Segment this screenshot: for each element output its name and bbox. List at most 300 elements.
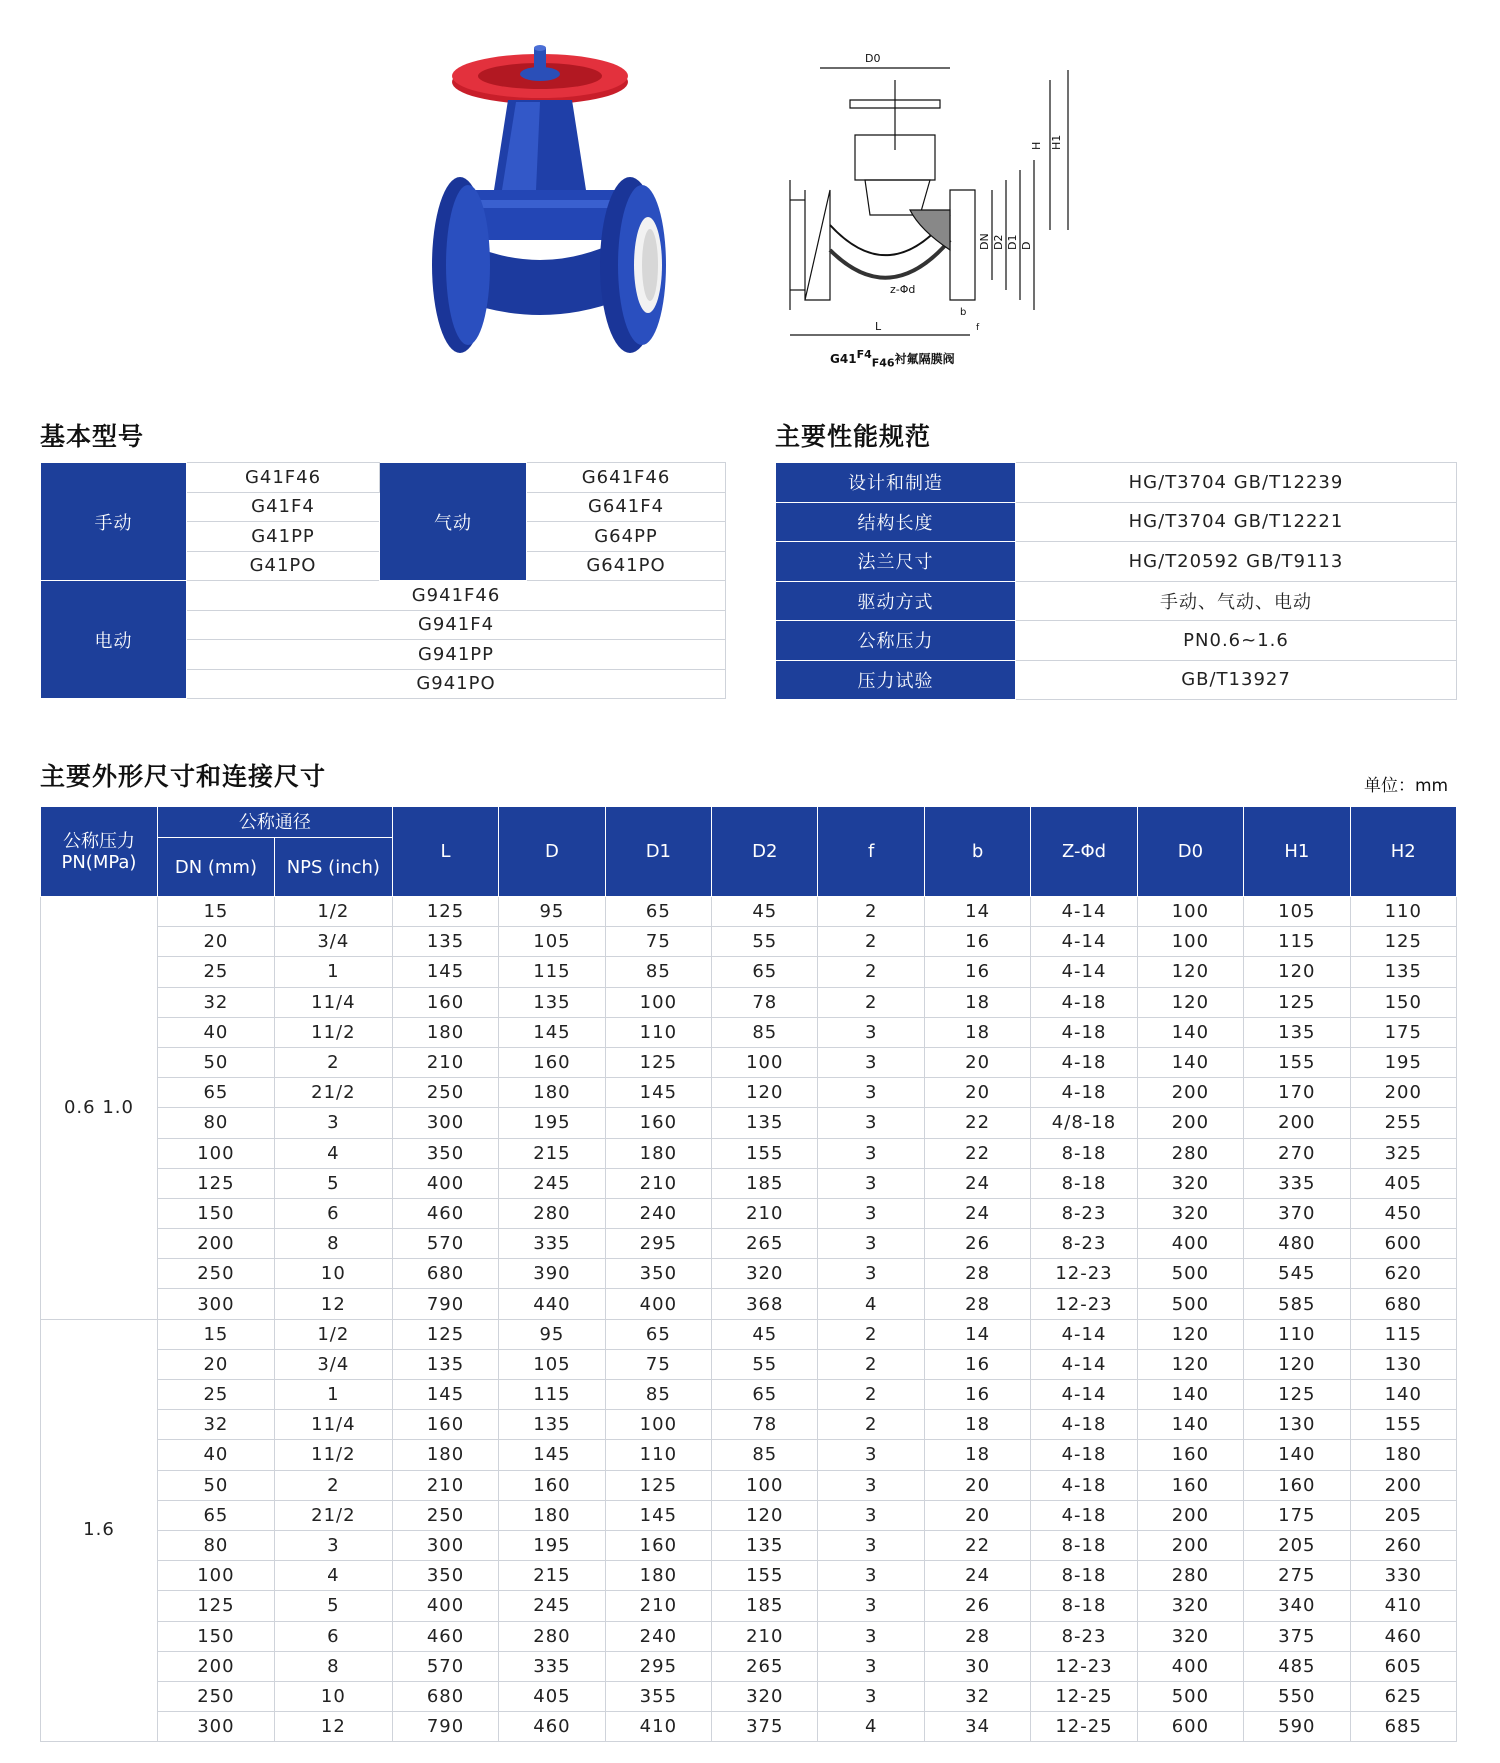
dim-cell: 160 [1244,1470,1350,1500]
dim-cell: 110 [1350,897,1456,927]
dim-cell: 28 [924,1289,1030,1319]
dim-cell: 680 [392,1259,498,1289]
label-d1: D1 [1006,234,1019,250]
dn-cell: 100 [157,1138,274,1168]
dim-cell: 3 [818,1108,924,1138]
header-nps: NPS (inch) [274,838,392,897]
dim-cell: 26 [924,1591,1030,1621]
nps-cell: 4 [274,1561,392,1591]
dimensions-table [40,806,1457,1742]
dn-cell: 100 [157,1561,274,1591]
dim-cell: 3 [818,1591,924,1621]
dim-cell: 195 [1350,1047,1456,1077]
dim-cell: 120 [1244,1349,1350,1379]
model-cell: G41PP [187,522,380,552]
dim-cell: 175 [1350,1017,1456,1047]
dim-cell: 335 [1244,1168,1350,1198]
dim-cell: 8-18 [1031,1138,1137,1168]
dim-cell: 320 [712,1259,818,1289]
dim-cell: 160 [499,1047,605,1077]
dim-cell: 195 [499,1108,605,1138]
table-row [41,1319,1457,1349]
nps-cell: 3/4 [274,927,392,957]
dim-cell: 24 [924,1168,1030,1198]
dim-cell: 200 [1350,1470,1456,1500]
header-col: f [818,807,924,897]
dim-cell: 180 [392,1440,498,1470]
dim-cell: 3 [818,1047,924,1077]
dim-cell: 460 [499,1712,605,1742]
dim-cell: 605 [1350,1651,1456,1681]
table-row [41,1289,1457,1319]
dim-cell: 8-18 [1031,1561,1137,1591]
dim-cell: 65 [712,1380,818,1410]
dim-cell: 8-18 [1031,1530,1137,1560]
dim-cell: 3 [818,1017,924,1047]
pn-cell: 0.6 1.0 [41,897,158,1320]
dim-cell: 590 [1244,1712,1350,1742]
dim-cell: 335 [499,1651,605,1681]
dim-cell: 295 [605,1229,711,1259]
table-row [41,1259,1457,1289]
dim-cell: 280 [499,1198,605,1228]
dim-cell: 200 [1350,1078,1456,1108]
dim-cell: 400 [605,1289,711,1319]
nps-cell: 11/2 [274,1017,392,1047]
dim-cell: 100 [1137,927,1243,957]
label-d0: D0 [865,52,881,65]
dim-cell: 3 [818,1078,924,1108]
dim-cell: 200 [1137,1500,1243,1530]
dim-cell: 3 [818,1168,924,1198]
dim-cell: 105 [499,1349,605,1379]
dim-cell: 16 [924,1349,1030,1379]
dim-cell: 180 [605,1561,711,1591]
dim-cell: 4-14 [1031,927,1137,957]
dim-cell: 18 [924,1440,1030,1470]
dim-cell: 400 [1137,1229,1243,1259]
dim-cell: 65 [605,897,711,927]
dim-cell: 200 [1137,1108,1243,1138]
manual-label: 手动 [41,463,187,581]
drawing-caption: $G41^{F4}_{F46}$衬氟隔膜阀 [830,348,955,370]
spec-row [776,502,1457,542]
table-row [41,1229,1457,1259]
dim-cell: 3 [818,1621,924,1651]
unit-label: 单位：mm [1364,776,1449,796]
dim-cell: 145 [605,1078,711,1108]
table-row [41,1198,1457,1228]
dim-cell: 240 [605,1198,711,1228]
dim-cell: 28 [924,1259,1030,1289]
dim-cell: 270 [1244,1138,1350,1168]
dim-cell: 3 [818,1259,924,1289]
dim-cell: 4-18 [1031,1470,1137,1500]
dim-cell: 120 [1137,1349,1243,1379]
dn-cell: 65 [157,1078,274,1108]
dim-cell: 125 [1350,927,1456,957]
label-d2: D2 [992,234,1005,250]
dim-cell: 110 [605,1440,711,1470]
dim-cell: 3 [818,1530,924,1560]
dim-cell: 100 [712,1047,818,1077]
table-row [41,1108,1457,1138]
dim-cell: 375 [1244,1621,1350,1651]
dim-cell: 140 [1137,1410,1243,1440]
dim-cell: 265 [712,1229,818,1259]
dim-cell: 250 [392,1500,498,1530]
dim-cell: 24 [924,1198,1030,1228]
dim-cell: 3 [818,1651,924,1681]
dim-cell: 330 [1350,1561,1456,1591]
dim-cell: 585 [1244,1289,1350,1319]
dim-cell: 115 [1350,1319,1456,1349]
dim-cell: 95 [499,1319,605,1349]
dim-cell: 30 [924,1651,1030,1681]
dim-cell: 4-18 [1031,1410,1137,1440]
table-row [41,927,1457,957]
dim-cell: 180 [392,1017,498,1047]
dim-cell: 130 [1244,1410,1350,1440]
dim-cell: 12-23 [1031,1259,1137,1289]
table-row [41,1410,1457,1440]
dim-cell: 295 [605,1651,711,1681]
dim-cell: 135 [499,1410,605,1440]
dim-cell: 400 [392,1168,498,1198]
label-f: f [976,323,980,333]
table-row [41,897,1457,927]
dim-cell: 135 [392,1349,498,1379]
dim-cell: 340 [1244,1591,1350,1621]
spec-label: 设计和制造 [776,463,1016,503]
spec-label: 驱动方式 [776,581,1016,621]
dim-cell: 155 [712,1138,818,1168]
dim-cell: 32 [924,1681,1030,1711]
dn-cell: 200 [157,1651,274,1681]
dim-cell: 460 [1350,1621,1456,1651]
dim-cell: 18 [924,1017,1030,1047]
dim-cell: 200 [1137,1530,1243,1560]
model-cell: G641F4 [527,492,726,522]
spec-row [776,581,1457,621]
dim-cell: 160 [1137,1470,1243,1500]
dim-cell: 125 [392,897,498,927]
nps-cell: 8 [274,1229,392,1259]
dim-cell: 120 [712,1500,818,1530]
model-cell: G41PO [187,551,380,581]
nps-cell: 8 [274,1651,392,1681]
table-row [41,1349,1457,1379]
dim-cell: 680 [392,1681,498,1711]
header-dn: DN (mm) [157,838,274,897]
dim-cell: 135 [712,1108,818,1138]
nps-cell: 4 [274,1138,392,1168]
dim-cell: 160 [499,1470,605,1500]
dim-cell: 195 [499,1530,605,1560]
dim-cell: 275 [1244,1561,1350,1591]
dn-cell: 40 [157,1440,274,1470]
dim-cell: 160 [605,1530,711,1560]
dim-cell: 410 [1350,1591,1456,1621]
dim-cell: 215 [499,1561,605,1591]
dim-cell: 22 [924,1108,1030,1138]
dim-cell: 325 [1350,1138,1456,1168]
dn-cell: 125 [157,1591,274,1621]
dim-cell: 105 [1244,897,1350,927]
spec-row [776,660,1457,700]
dim-cell: 180 [499,1078,605,1108]
dim-cell: 24 [924,1561,1030,1591]
label-b: b [960,307,967,318]
dim-cell: 125 [1244,1380,1350,1410]
dim-cell: 180 [605,1138,711,1168]
dim-cell: 140 [1350,1380,1456,1410]
model-cell: G41F46 [187,463,380,493]
dim-cell: 85 [605,1380,711,1410]
dim-cell: 4-14 [1031,897,1137,927]
dim-cell: 680 [1350,1289,1456,1319]
dim-cell: 2 [818,1319,924,1349]
dim-cell: 215 [499,1138,605,1168]
dim-cell: 12-23 [1031,1651,1137,1681]
dim-cell: 210 [605,1168,711,1198]
dim-cell: 65 [712,957,818,987]
model-cell: G641PO [527,551,726,581]
dim-cell: 155 [712,1561,818,1591]
dim-cell: 85 [605,957,711,987]
dim-cell: 250 [392,1078,498,1108]
spec-row [776,621,1457,661]
nps-cell: 2 [274,1470,392,1500]
dim-cell: 120 [1137,987,1243,1017]
dim-cell: 400 [1137,1651,1243,1681]
dim-cell: 2 [818,1410,924,1440]
header-col: D2 [712,807,818,897]
dim-cell: 2 [818,1380,924,1410]
dim-cell: 34 [924,1712,1030,1742]
dim-cell: 4-14 [1031,957,1137,987]
dim-cell: 355 [605,1681,711,1711]
spec-label: 法兰尺寸 [776,542,1016,582]
nps-cell: 5 [274,1591,392,1621]
dim-cell: 370 [1244,1198,1350,1228]
dn-cell: 15 [157,897,274,927]
dn-cell: 50 [157,1470,274,1500]
dim-cell: 570 [392,1229,498,1259]
header-col: H2 [1350,807,1456,897]
header-col: H1 [1244,807,1350,897]
model-cell: G941F4 [187,610,726,640]
dim-cell: 18 [924,1410,1030,1440]
dim-cell: 130 [1350,1349,1456,1379]
dim-cell: 4-14 [1031,1380,1137,1410]
dim-cell: 500 [1137,1259,1243,1289]
dim-cell: 78 [712,987,818,1017]
model-cell: G941PO [187,669,726,699]
dim-cell: 20 [924,1470,1030,1500]
dim-cell: 240 [605,1621,711,1651]
dim-cell: 3 [818,1440,924,1470]
dim-cell: 160 [605,1108,711,1138]
nps-cell: 11/4 [274,1410,392,1440]
dim-cell: 100 [712,1470,818,1500]
dim-cell: 135 [1350,957,1456,987]
dim-cell: 115 [499,957,605,987]
dim-cell: 45 [712,897,818,927]
model-cell: G64PP [527,522,726,552]
dim-cell: 145 [392,957,498,987]
dim-cell: 335 [499,1229,605,1259]
valve-cross-section-drawing [770,40,1100,370]
dim-cell: 485 [1244,1651,1350,1681]
spec-label: 压力试验 [776,660,1016,700]
dim-cell: 280 [499,1621,605,1651]
dim-cell: 115 [1244,927,1350,957]
dim-cell: 350 [605,1259,711,1289]
dim-cell: 95 [499,897,605,927]
dn-cell: 65 [157,1500,274,1530]
dim-cell: 12-25 [1031,1712,1137,1742]
dim-cell: 200 [1137,1078,1243,1108]
dn-cell: 125 [157,1168,274,1198]
dim-cell: 14 [924,1319,1030,1349]
dim-cell: 450 [1350,1198,1456,1228]
dim-cell: 790 [392,1712,498,1742]
dim-cell: 8-23 [1031,1198,1137,1228]
header-col: Z-Φd [1031,807,1137,897]
dim-cell: 115 [499,1380,605,1410]
dim-cell: 140 [1137,1047,1243,1077]
dim-cell: 3 [818,1138,924,1168]
dim-cell: 85 [712,1017,818,1047]
label-d: D [1020,241,1033,250]
dim-cell: 185 [712,1168,818,1198]
dim-cell: 160 [392,987,498,1017]
dn-cell: 300 [157,1712,274,1742]
pneumatic-label: 气动 [380,463,527,581]
dim-cell: 405 [499,1681,605,1711]
dim-cell: 3 [818,1470,924,1500]
specs-table [775,462,1457,700]
dim-cell: 3 [818,1198,924,1228]
dim-cell: 180 [499,1500,605,1530]
dim-cell: 55 [712,1349,818,1379]
header-col: L [392,807,498,897]
dn-cell: 25 [157,1380,274,1410]
dim-cell: 255 [1350,1108,1456,1138]
nps-cell: 1/2 [274,1319,392,1349]
dim-cell: 45 [712,1319,818,1349]
dim-cell: 300 [392,1530,498,1560]
dim-cell: 18 [924,987,1030,1017]
model-cell: G941PP [187,640,726,670]
dn-cell: 300 [157,1289,274,1319]
dim-cell: 4-18 [1031,1078,1137,1108]
dim-cell: 350 [392,1138,498,1168]
dn-cell: 250 [157,1259,274,1289]
dim-cell: 320 [1137,1168,1243,1198]
dim-cell: 210 [392,1470,498,1500]
nps-cell: 21/2 [274,1500,392,1530]
dim-cell: 4/8-18 [1031,1108,1137,1138]
dim-cell: 405 [1350,1168,1456,1198]
label-dn: DN [978,233,991,250]
nps-cell: 3/4 [274,1349,392,1379]
nps-cell: 1 [274,957,392,987]
dim-cell: 175 [1244,1500,1350,1530]
nps-cell: 12 [274,1712,392,1742]
dn-cell: 25 [157,957,274,987]
dim-cell: 22 [924,1530,1030,1560]
dim-cell: 135 [499,987,605,1017]
specs-title: 主要性能规范 [775,422,932,451]
dim-cell: 20 [924,1500,1030,1530]
nps-cell: 10 [274,1259,392,1289]
nps-cell: 21/2 [274,1078,392,1108]
dim-cell: 105 [499,927,605,957]
dim-cell: 2 [818,1349,924,1379]
dn-cell: 80 [157,1108,274,1138]
dn-cell: 150 [157,1621,274,1651]
nps-cell: 11/2 [274,1440,392,1470]
table-row [41,1530,1457,1560]
dim-cell: 110 [605,1017,711,1047]
spec-value: GB/T13927 [1016,660,1457,700]
nps-cell: 5 [274,1168,392,1198]
dim-cell: 4-14 [1031,1319,1137,1349]
table-row [41,987,1457,1017]
dim-cell: 135 [1244,1017,1350,1047]
dim-cell: 210 [605,1591,711,1621]
dim-cell: 4-18 [1031,1047,1137,1077]
table-row [41,1651,1457,1681]
dim-cell: 8-23 [1031,1621,1137,1651]
table-row [41,957,1457,987]
dim-cell: 170 [1244,1078,1350,1108]
dim-cell: 4 [818,1289,924,1319]
dn-cell: 50 [157,1047,274,1077]
dim-cell: 460 [392,1621,498,1651]
dim-cell: 210 [712,1198,818,1228]
dim-cell: 3 [818,1681,924,1711]
dim-cell: 180 [1350,1440,1456,1470]
dim-cell: 2 [818,927,924,957]
dim-cell: 600 [1350,1229,1456,1259]
dim-cell: 100 [1137,897,1243,927]
model-cell: G641F46 [527,463,726,493]
dim-cell: 375 [712,1712,818,1742]
spec-label: 结构长度 [776,502,1016,542]
dim-cell: 78 [712,1410,818,1440]
dim-cell: 145 [499,1440,605,1470]
dim-cell: 210 [712,1621,818,1651]
dim-cell: 8-23 [1031,1229,1137,1259]
nps-cell: 3 [274,1108,392,1138]
dim-cell: 320 [1137,1198,1243,1228]
dim-cell: 12-25 [1031,1681,1137,1711]
dim-cell: 2 [818,897,924,927]
dim-cell: 140 [1244,1440,1350,1470]
dim-cell: 155 [1244,1047,1350,1077]
dim-cell: 20 [924,1078,1030,1108]
table-row [41,1712,1457,1742]
dim-cell: 100 [605,987,711,1017]
table-row [41,1621,1457,1651]
spec-row [776,542,1457,582]
dim-cell: 125 [1244,987,1350,1017]
dim-cell: 320 [712,1681,818,1711]
label-h: H [1030,141,1043,150]
